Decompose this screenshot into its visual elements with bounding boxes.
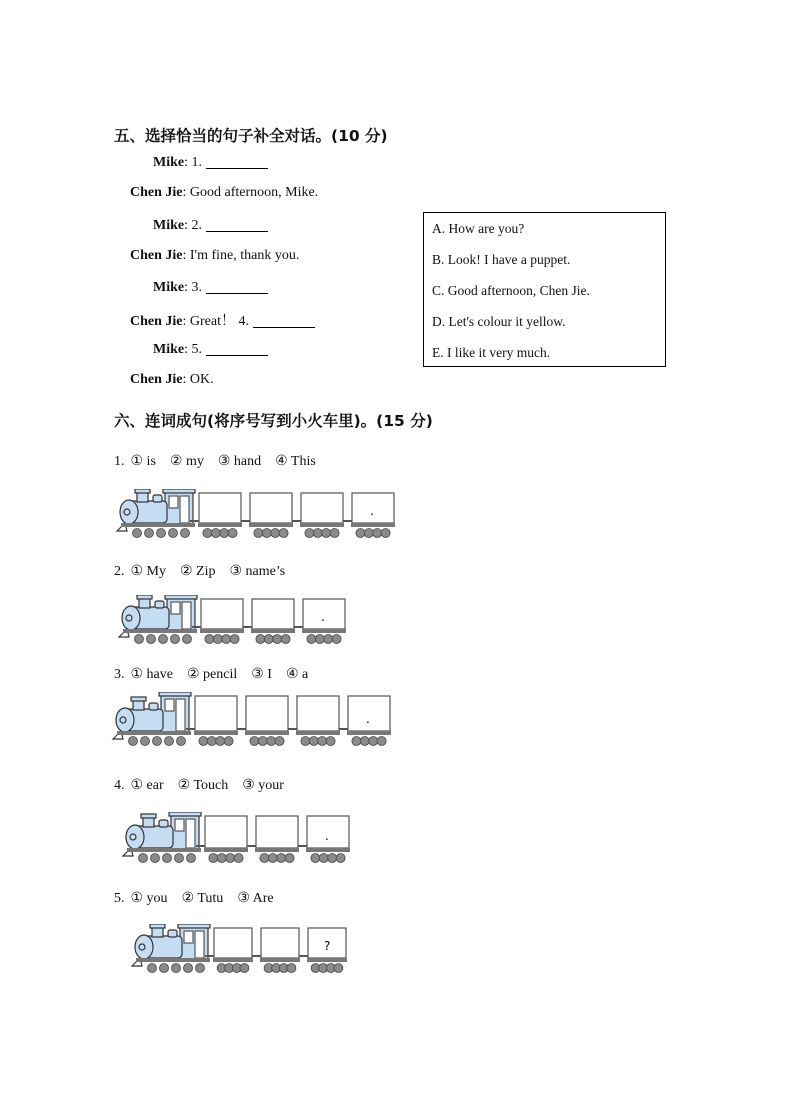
car-base — [198, 523, 242, 527]
speaker: Chen Jie — [130, 185, 183, 200]
answer-car[interactable] — [246, 696, 288, 731]
wheel — [373, 529, 382, 538]
end-punctuation: . — [366, 712, 370, 726]
car-base — [204, 848, 248, 852]
wheel — [332, 635, 341, 644]
word-option: ② Touch — [177, 778, 229, 793]
locomotive-icon — [132, 924, 210, 973]
locomotive-icon — [113, 692, 191, 746]
options-box — [423, 212, 666, 367]
car-base — [200, 629, 244, 633]
wheel — [222, 635, 231, 644]
word-option: ① have — [130, 667, 173, 682]
section-6-title: 六、连词成句(将序号写到小火车里)。(15 分) — [114, 412, 433, 430]
option-a: A. How are you? — [432, 221, 525, 236]
dialogue-line-7: Mike: 5. — [153, 341, 268, 358]
speaker: Mike — [153, 280, 185, 295]
question-4 — [114, 777, 298, 794]
wheel — [356, 529, 365, 538]
dialogue-line-3: Mike: 2. — [153, 217, 268, 234]
wheel — [324, 635, 333, 644]
wheel — [275, 737, 284, 746]
option-e: E. I like it very much. — [432, 345, 551, 360]
answer-blank-5[interactable] — [206, 341, 268, 356]
car-base — [255, 848, 299, 852]
word-option: ① is — [130, 454, 156, 469]
answer-car[interactable] — [261, 928, 299, 958]
wheel — [213, 635, 222, 644]
question-number: 4. — [114, 778, 125, 793]
train-4 — [121, 812, 358, 868]
answer-blank-3[interactable] — [206, 279, 268, 294]
wheel — [285, 854, 294, 863]
wheel — [281, 635, 290, 644]
locomotive-icon — [123, 812, 201, 863]
wheel — [319, 854, 328, 863]
train-3 — [111, 692, 399, 751]
answer-blank-2[interactable] — [206, 217, 268, 232]
answer-car[interactable] — [201, 599, 243, 629]
wheel — [334, 964, 343, 973]
answer-car[interactable] — [250, 493, 292, 523]
speaker: Mike — [153, 155, 185, 170]
dialogue-line-6: Chen Jie: Great！ 4. — [130, 310, 315, 330]
wheel — [277, 854, 286, 863]
wheel — [250, 737, 259, 746]
question-5 — [114, 890, 288, 907]
wheel — [254, 529, 263, 538]
wheel — [307, 635, 316, 644]
car-base — [300, 523, 344, 527]
car-base — [260, 958, 300, 962]
end-punctuation: . — [370, 504, 374, 518]
end-punctuation: . — [321, 610, 325, 624]
option-c: C. Good afternoon, Chen Jie. — [432, 283, 590, 298]
wheel — [326, 737, 335, 746]
option-d: D. Let's colour it yellow. — [432, 314, 566, 329]
question-number: 2. — [114, 564, 125, 579]
answer-car[interactable] — [252, 599, 294, 629]
wheel — [336, 854, 345, 863]
wheel — [315, 635, 324, 644]
dialogue-line-8: Chen Jie: OK. — [130, 372, 214, 387]
answer-car[interactable] — [199, 493, 241, 523]
car-base — [251, 629, 295, 633]
word-option: ② pencil — [186, 667, 238, 682]
wheel — [224, 737, 233, 746]
train-1 — [115, 489, 403, 543]
word-option: ① My — [130, 564, 166, 579]
wheel — [216, 737, 225, 746]
wheel — [311, 854, 320, 863]
word-option: ① you — [130, 891, 168, 906]
car-base — [307, 958, 347, 962]
car-base — [351, 523, 395, 527]
option-b: B. Look! I have a puppet. — [432, 252, 571, 267]
wheel — [211, 529, 220, 538]
word-option: ② my — [169, 454, 204, 469]
wheel — [262, 529, 271, 538]
wheel — [205, 635, 214, 644]
answer-blank-1[interactable] — [206, 154, 268, 169]
wheel — [287, 964, 296, 973]
answer-blank-4[interactable] — [253, 313, 315, 328]
wheel — [264, 635, 273, 644]
answer-car[interactable] — [205, 816, 247, 848]
word-option: ③ Are — [237, 891, 274, 906]
wheel — [260, 854, 269, 863]
wheel — [240, 964, 249, 973]
wheel — [256, 635, 265, 644]
wheel — [352, 737, 361, 746]
word-option: ④ a — [285, 667, 309, 682]
car-base — [245, 731, 289, 735]
wheel — [301, 737, 310, 746]
car-base — [249, 523, 293, 527]
end-punctuation: . — [325, 829, 329, 843]
wheel — [318, 737, 327, 746]
wheel — [369, 737, 378, 746]
wheel — [309, 737, 318, 746]
car-base — [347, 731, 391, 735]
word-option: ④ This — [275, 454, 316, 469]
wheel — [271, 529, 280, 538]
answer-car[interactable] — [195, 696, 237, 731]
wheel — [313, 529, 322, 538]
dialogue-line-5: Mike: 3. — [153, 279, 268, 296]
speaker: Chen Jie — [130, 372, 183, 387]
wheel — [258, 737, 267, 746]
question-number: 5. — [114, 891, 125, 906]
dialogue-line-4: Chen Jie: I'm fine, thank you. — [130, 248, 300, 263]
wheel — [322, 529, 331, 538]
speaker: Mike — [153, 218, 185, 233]
answer-car[interactable] — [256, 816, 298, 848]
train-5 — [130, 924, 355, 978]
answer-car[interactable] — [214, 928, 252, 958]
answer-car[interactable] — [301, 493, 343, 523]
word-option: ③ hand — [217, 454, 262, 469]
word-option: ③ name’s — [229, 564, 286, 579]
locomotive-icon — [119, 595, 197, 644]
question-3 — [114, 666, 322, 683]
word-option: ② Zip — [180, 564, 216, 579]
car-base — [302, 629, 346, 633]
dialogue-line-1: Mike: 1. — [153, 154, 268, 171]
wheel — [226, 854, 235, 863]
train-2 — [117, 595, 354, 649]
wheel — [203, 529, 212, 538]
speaker: Mike — [153, 342, 185, 357]
word-option: ③ I — [251, 667, 272, 682]
speaker: Chen Jie — [130, 248, 183, 263]
question-1 — [114, 453, 330, 470]
dialogue-line-2: Chen Jie: Good afternoon, Mike. — [130, 185, 319, 200]
wheel — [199, 737, 208, 746]
wheel — [234, 854, 243, 863]
word-option: ① ear — [130, 778, 164, 793]
wheel — [217, 854, 226, 863]
wheel — [273, 635, 282, 644]
wheel — [381, 529, 390, 538]
wheel — [330, 529, 339, 538]
car-base — [194, 731, 238, 735]
wheel — [220, 529, 229, 538]
wheel — [305, 529, 314, 538]
word-option: ② Tutu — [181, 891, 224, 906]
wheel — [360, 737, 369, 746]
wheel — [268, 854, 277, 863]
car-base — [213, 958, 253, 962]
car-base — [296, 731, 340, 735]
wheel — [328, 854, 337, 863]
car-base — [306, 848, 350, 852]
wheel — [230, 635, 239, 644]
word-option: ③ your — [242, 778, 284, 793]
question-number: 1. — [114, 454, 125, 469]
wheel — [207, 737, 216, 746]
question-2 — [114, 563, 299, 580]
wheel — [279, 529, 288, 538]
wheel — [209, 854, 218, 863]
question-number: 3. — [114, 667, 125, 682]
wheel — [364, 529, 373, 538]
speaker: Chen Jie — [130, 314, 183, 329]
wheel — [377, 737, 386, 746]
locomotive-icon — [117, 489, 195, 538]
end-punctuation: ? — [324, 939, 331, 953]
section-5-title: 五、选择恰当的句子补全对话。(10 分) — [114, 127, 388, 145]
wheel — [228, 529, 237, 538]
wheel — [267, 737, 276, 746]
answer-car[interactable] — [297, 696, 339, 731]
